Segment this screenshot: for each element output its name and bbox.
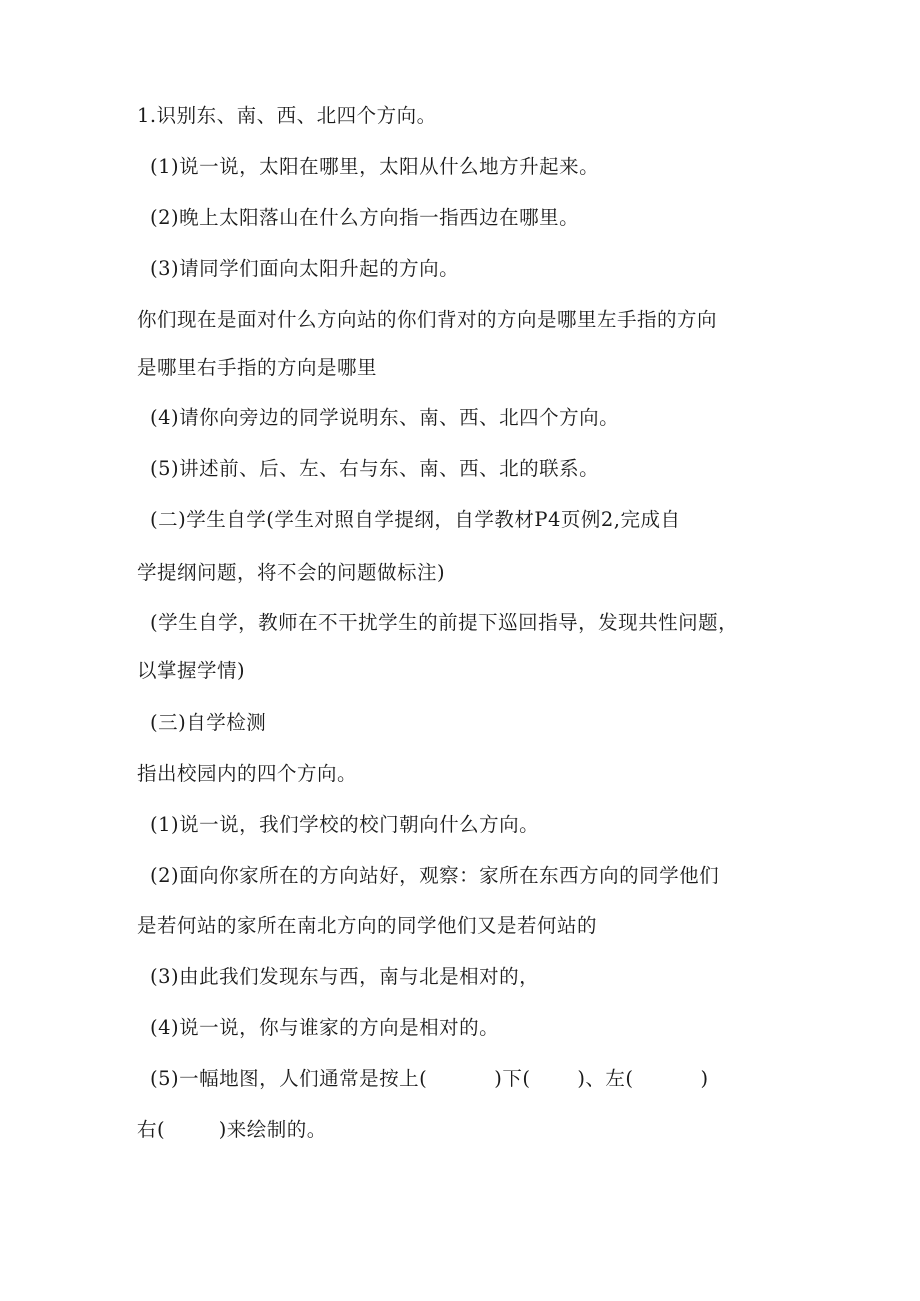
test-item-5-map-fill-blank-line2: 右( )来绘制的。 <box>137 1118 327 1141</box>
section-2-self-study-line2: 学提纲问题，将不会的问题做标注) <box>137 561 446 584</box>
test-item-5-map-fill-blank-line1: (5)一幅地图，人们通常是按上( )下( )、左( ) <box>150 1067 709 1090</box>
heading-identify-directions: 1.识别东、南、西、北四个方向。 <box>137 104 437 127</box>
section-2-self-study-line1: (二)学生自学(学生对照自学提纲，自学教材P4页例2,完成自 <box>150 508 681 531</box>
test-item-2-home-direction-line2: 是若何站的家所在南北方向的同学他们又是若何站的 <box>137 914 598 937</box>
item-3-face-sunrise: (3)请同学们面向太阳升起的方向。 <box>150 257 460 280</box>
test-item-2-home-direction-line1: (2)面向你家所在的方向站好，观察：家所在东西方向的同学他们 <box>150 864 720 887</box>
item-5-relation: (5)讲述前、后、左、右与东、南、西、北的联系。 <box>150 457 600 480</box>
paragraph-facing-question-line2: 是哪里右手指的方向是哪里 <box>137 356 378 379</box>
paragraph-facing-question-line1: 你们现在是面对什么方向站的你们背对的方向是哪里左手指的方向 <box>137 308 718 331</box>
item-1-sun-position: (1)说一说，太阳在哪里，太阳从什么地方升起来。 <box>150 155 600 178</box>
item-4-explain-directions: (4)请你向旁边的同学说明东、南、西、北四个方向。 <box>150 406 620 429</box>
section-3-self-test: (三)自学检测 <box>150 711 267 734</box>
teacher-note-line1: (学生自学，教师在不干扰学生的前提下巡回指导，发现共性问题， <box>150 611 739 634</box>
test-item-3-opposite: (3)由此我们发现东与西，南与北是相对的， <box>150 965 540 988</box>
test-item-1-school-gate: (1)说一说，我们学校的校门朝向什么方向。 <box>150 813 540 836</box>
point-out-campus-directions: 指出校园内的四个方向。 <box>137 762 358 785</box>
teacher-note-line2: 以掌握学情) <box>137 659 246 682</box>
test-item-4-relative-homes: (4)说一说，你与谁家的方向是相对的。 <box>150 1016 500 1039</box>
item-2-sunset-west: (2)晚上太阳落山在什么方向指一指西边在哪里。 <box>150 206 580 229</box>
